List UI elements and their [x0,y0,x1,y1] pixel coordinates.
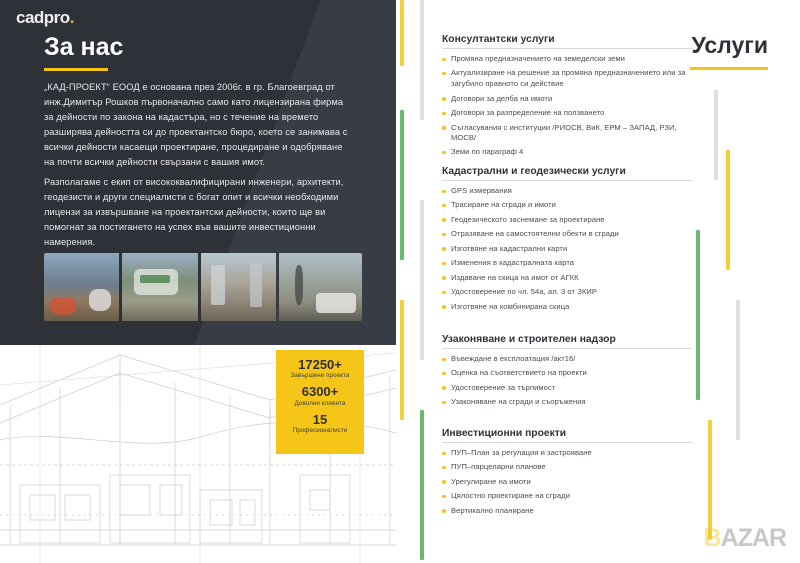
section-divider [442,442,692,443]
service-item: Вертикално планиране [442,506,692,516]
about-title-underline [44,68,108,71]
photo-construction-site [201,253,276,321]
service-item: Изготвяне на комбинирана скица [442,302,692,312]
photo-shape [140,275,170,283]
service-item: Съгласувания с институции /РИОСВ, ВиК, ЕРМ – ЗАПАД, РЗИ, МОСВ/ [442,123,692,144]
watermark-rest: AZAR [720,524,786,552]
about-paragraph-2: Разполагаме с екип от висококвалифицирани инженери, архитекти, геодезисти и други специалисти с богат опит и всички необходими лицензи за извършване на проектантски дейности, които ще ви помогнат за постигането на успех във вашите инвестиционни намерения. [44,177,344,248]
service-item: ПУП–План за регулация и застрояване [442,448,692,458]
photo-shape [89,289,111,311]
section-divider [442,48,692,49]
service-item: ПУП–парцеларни планове [442,462,692,472]
service-item: Промяна предназначението на земеделски земи [442,54,692,64]
service-item: GPS измервания [442,186,692,196]
service-item: Въвеждане в експлоатация /акт16/ [442,354,692,364]
bazar-watermark [704,524,787,553]
decorative-stripe [400,300,404,420]
section-consulting [442,34,692,162]
photo-total-station [279,253,362,321]
service-item: Удостоверение за търпимост [442,383,692,393]
photo-strip [44,253,362,321]
decorative-stripe [708,420,712,540]
service-item: Издаване на скица на имот от АГКК [442,273,692,283]
service-item: Земи по параграф 4 [442,147,692,157]
decorative-stripe [420,410,424,560]
photo-excavation [44,253,119,321]
decorative-stripe [714,90,718,180]
section-investment [442,428,692,520]
decorative-stripe [736,300,740,440]
logo-text: cadpro [16,8,70,27]
about-title: За нас [44,33,124,61]
decorative-stripe [696,230,700,400]
photo-shape [295,265,303,305]
stats-card [276,350,364,454]
service-item: Узаконяване на сгради и съоръжения [442,397,692,407]
service-item: Отразяване на самостоятелни обекти в сгради [442,229,692,239]
service-item: Договори за разпределение на ползването [442,108,692,118]
service-item: Трасиране на сгради и имоти [442,200,692,210]
photo-shape [316,293,356,313]
section-title: Кадастрални и геодезически услуги [442,166,626,177]
photo-survey-vehicle [122,253,197,321]
section-divider [442,180,692,181]
photo-shape [211,265,225,305]
section-cadastral [442,166,692,316]
photo-shape [50,297,76,315]
service-item: Актуализиране на решение за промяна предназначението или за загубило правното си действие [442,68,692,89]
photo-shape [250,263,262,307]
service-item: Геодезическото заснемане за проектиране [442,215,692,225]
section-title: Консултантски услуги [442,34,555,45]
service-item: Урегулиране на имоти [442,477,692,487]
company-logo [16,8,74,28]
watermark-b: B [703,524,721,552]
service-item: Оценка на съответствието на проекти [442,368,692,378]
service-item: Удостоверение по чл. 54а, ал. 3 от ЗКИР [442,287,692,297]
decorative-stripe [726,150,730,270]
stat-number: 6300+ [301,384,339,400]
service-item: Изменения в кадастралната карта [442,258,692,268]
decorative-stripe [400,110,404,260]
service-item: Договори за делба на имоти [442,94,692,104]
service-item: Цялостно проектиране на сгради [442,491,692,501]
decorative-stripe [420,0,424,120]
services-panel [396,0,800,563]
services-heading-underline [690,67,768,70]
section-divider [442,348,692,349]
about-panel [0,0,396,345]
section-title: Инвестиционни проекти [442,428,567,439]
stat-label: Завършени проекта [290,372,350,380]
stat-label: Професионалисти [292,427,348,435]
about-paragraph-1: „КАД-ПРОЕКТ“ ЕООД е основана през 2006г. в гр. Благоевград от инж.Димитър Рошков първоначално само като лицензирана фирма за дейности по закона на кадастъра, но с течение на времето разширява дейността си до проектантско бюро, което се занимава с всички дейности касаещи проектиране, процедиране и одобряване на почти всички дейности свързани с вашия имот. [44,82,348,168]
section-legalization [442,334,692,412]
service-item: Изготвяне на кадастрални карти [442,244,692,254]
section-title: Узаконяване и строителен надзор [442,334,616,345]
stat-label: Доволни клиента [294,399,346,407]
logo-dot: . [69,8,74,27]
stat-number: 17250+ [298,357,342,372]
decorative-stripe [420,200,424,360]
decorative-stripe [400,0,404,66]
services-heading: Услуги [691,32,768,58]
stat-number: 15 [312,411,328,427]
